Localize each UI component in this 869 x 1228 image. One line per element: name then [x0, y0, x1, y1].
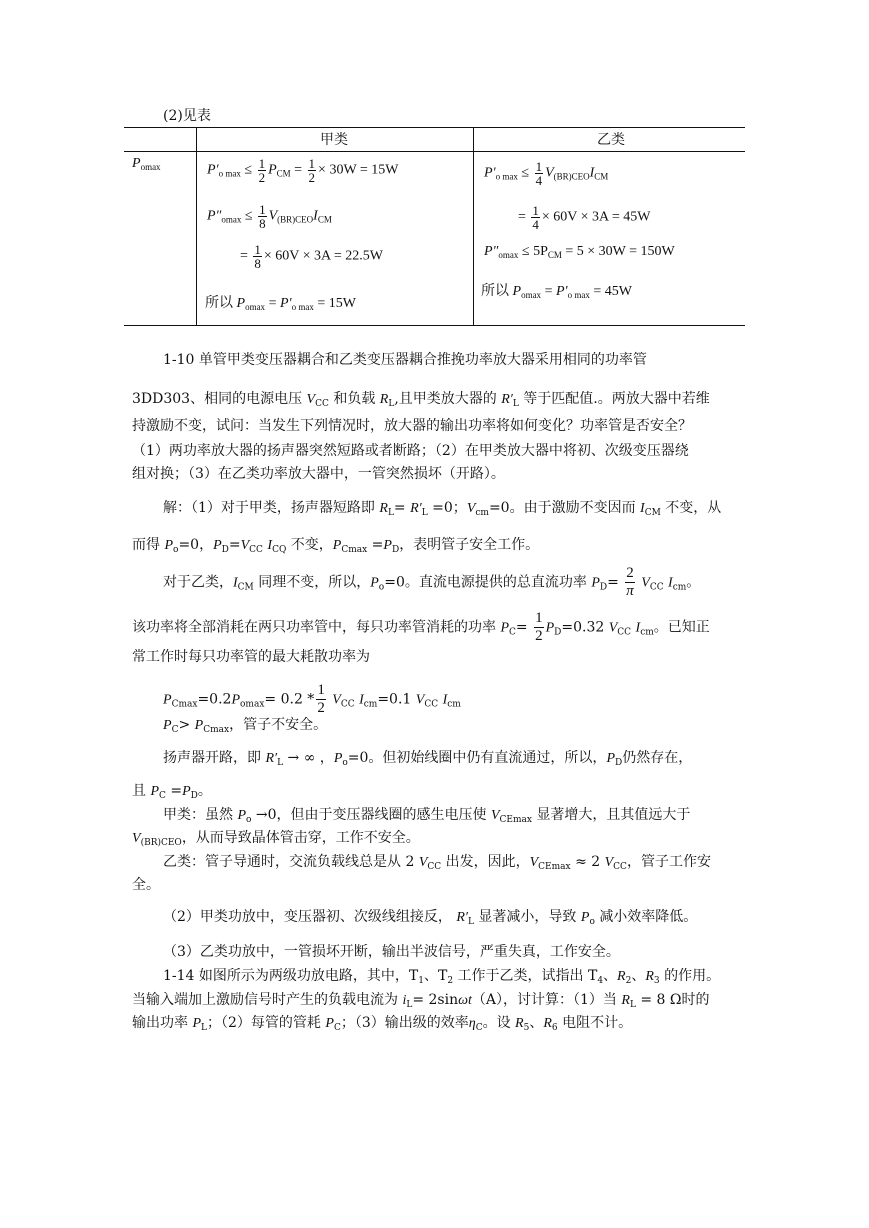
table-header-jia: 甲类 — [320, 132, 348, 148]
table-col-divider-1 — [196, 127, 197, 326]
p3-line-3: 常工作时每只功率管的最大耗散功率为 — [132, 649, 370, 665]
yi-line-1: $P'_{o max}$ ≤ $\frac{1}{4}$ $V_{(BR)CEO}I_{CM}$ — [484, 159, 609, 188]
p2-line-2: 而得 $P_o=0$，$P_D=V_{CC}$ $I_{CQ}$ 不变，$P_{Cmax} =P_D$，表明管子安全工作。 — [132, 537, 540, 555]
p8-line-1: （2）甲类功放中，变压器初、次级线组接反， $R'_L$ 显著减小，导致 $P_o$ 减小效率降低。 — [163, 909, 698, 927]
p4-line-1: $P_{Cmax}=0.2P_{omax}= 0.2$ * $\frac{1}{2}$ $V_{CC}$ $I_{cm}=0.1$ $V_{CC}$ $I_{cm}$ — [163, 682, 461, 716]
p6-line-2: $V_{(BR)CEO}$，从而导致晶体管击穿，工作不安全。 — [132, 830, 420, 848]
p9-line-1: （3）乙类功放中，一管损坏开断，输出半波信号，严重失真，工作安全。 — [163, 944, 620, 960]
p1-line-2: 3DD303、相同的电源电压 $V_{CC}$ 和负载 $R_L$,且甲类放大器的 $R'_L$ 等于匹配值.。两放大器中若维 — [132, 391, 710, 409]
p1-line-3: 持激励不变，试问：当发生下列情况时，放大器的输出功率将如何变化？功率管是否安全？ — [132, 418, 692, 434]
table-bottom-rule — [124, 325, 745, 326]
jia-line-2: $P''_{omax}$ ≤ $\frac{1}{8}$ $V_{(BR)CEO}I_{CM}$ — [207, 202, 332, 231]
p1-line-1: 1-10 单管甲类变压器耦合和乙类变压器耦合推挽功率放大器采用相同的功率管 — [163, 352, 647, 368]
p1-line-4: （1）两功率放大器的扬声器突然短路或者断路；（2）在甲类放大器中将初、次级变压器绕 — [132, 443, 689, 459]
p10-line-3: 输出功率 $P_L$；（2）每管的管耗 $P_C$；（3）输出级的效率$\eta_C$。设 $R_5$、$R_6$ 电阻不计。 — [132, 1015, 633, 1033]
jia-line-1: $P'_{o max}$ ≤ $\frac{1}{2}$ $P_{CM}$ = $\frac{1}{2}$ × 30W = 15W — [207, 156, 399, 185]
yi-line-2: = $\frac{1}{4}$ × 60V × 3A = 45W — [518, 203, 651, 232]
p2-line-1: 解：（1）对于甲类，扬声器短路即 $R_L= R'_L =0$；$V_{cm}=0$。由于激励不变因而 $I_{CM}$ 不变，从 — [163, 500, 722, 518]
table-row-label: $P_{omax}$ — [132, 156, 161, 172]
table-top-rule — [124, 127, 745, 128]
table-col-divider-2 — [473, 127, 474, 326]
table-header-rule — [124, 151, 745, 152]
jia-line-4: 所以 $P_{omax} = P'_{o max} = 15W$ — [205, 296, 356, 312]
p6-line-1: 甲类：虽然 $P_o \to 0$，但由于变压器线圈的感生电压使 $V_{CEmax}$ 显著增大，且其值远大于 — [163, 807, 691, 825]
p7-line-2: 全。 — [132, 877, 160, 893]
p4-line-2: $P_C> P_{Cmax}$，管子不安全。 — [163, 717, 328, 735]
table-caption: (2)见表 — [163, 108, 211, 124]
yi-line-3: $P''_{omax} \le 5P_{CM} = 5 \times 30W = 150W$ — [484, 244, 675, 260]
p10-line-1: 1-14 如图所示为两级功放电路，其中，$T_1$、$T_2$ 工作于乙类，试指出 $T_4$、$R_2$、$R_3$ 的作用。 — [163, 968, 721, 986]
table-header-yi: 乙类 — [597, 132, 625, 148]
p5-line-1: 扬声器开路，即 $R'_L$ → ∞ ，$P_o=0$。但初始线圈中仍有直流通过，所以，$P_D$仍然存在， — [163, 750, 693, 768]
p1-line-5: 组对换；（3）在乙类功率放大器中，一管突然损坏（开路）。 — [132, 466, 505, 482]
p5-line-2: 且 $P_C =P_D$。 — [132, 783, 212, 801]
p3-line-1: 对于乙类，$I_{CM}$ 同理不变，所以，$P_o=0$。直流电源提供的总直流功率 $P_D=$ $\frac{2}{\pi}$ $V_{CC}$ $I_{cm}$。 — [163, 565, 701, 599]
p10-line-2: 当输入端加上激励信号时产生的负载电流为 $i_L= 2\sin\omega t(A)$，讨计算：（1）当 $R_L = 8$ Ω时的 — [132, 992, 710, 1010]
p3-line-2: 该功率将全部消耗在两只功率管中，每只功率管消耗的功率 $P_C=$ $\frac{1}{2}$ $P_D=0.32$ $V_{CC}$ $I_{cm}$。已知正 — [132, 610, 710, 644]
jia-line-3: = $\frac{1}{8}$ × 60V × 3A = 22.5W — [240, 242, 384, 271]
p7-line-1: 乙类：管子导通时，交流负载线总是从 2 $V_{CC}$ 出发，因此，$V_{CEmax} \approx 2$ $V_{CC}$，管子工作安 — [163, 854, 711, 872]
yi-line-4: 所以 $P_{omax} = P'_{o max} = 45W$ — [481, 284, 632, 300]
